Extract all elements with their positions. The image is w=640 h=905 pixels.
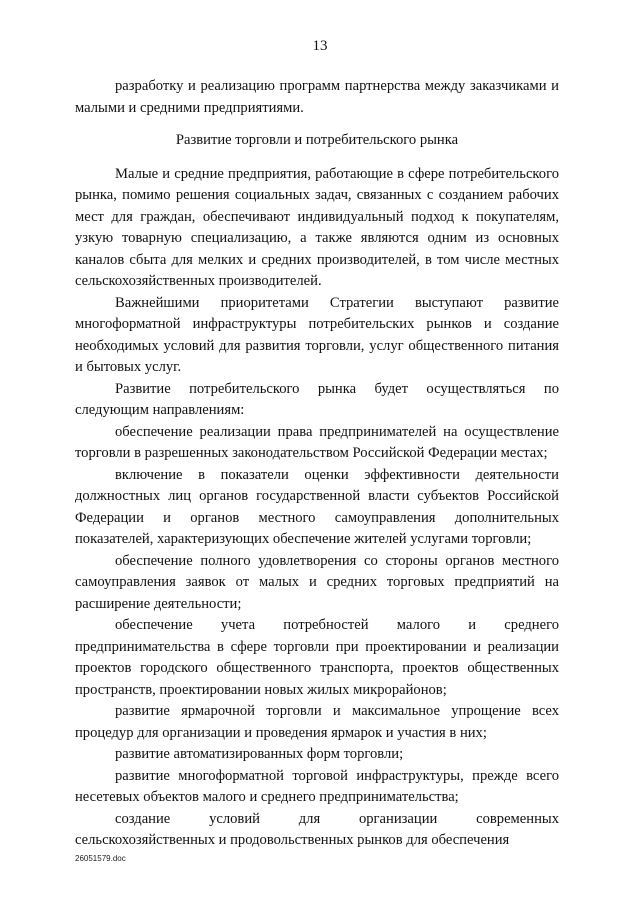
list-item-paragraph: развитие ярмарочной торговли и максимальное упрощение всех процедур для организации и проведения ярмарок и участия в них; (75, 703, 559, 741)
intro-paragraph: разработку и реализацию программ партнерства между заказчиками и малыми и средними предприятиями. (75, 78, 559, 116)
list-item-paragraph: развитие автоматизированных форм торговли; (115, 746, 404, 762)
list-item-paragraph: развитие многоформатной торговой инфраструктуры, прежде всего несетевых объектов малого и среднего предпринимательства; (75, 767, 559, 805)
footer-filename: 26051579.doc (75, 854, 126, 863)
list-item-paragraph: создание условий для организации современных сельскохозяйственных и продовольственных рынков для обеспечения (75, 810, 559, 848)
document-body (75, 76, 559, 852)
page-number: 13 (312, 38, 328, 54)
section-heading: Развитие торговли и потребительского рынка (175, 132, 459, 148)
paragraph: Важнейшими приоритетами Стратегии выступают развитие многоформатной инфраструктуры потребительских рынков и создание необходимых условий для развития торговли, услуг общественного питания и бытовых услуг. (75, 294, 559, 375)
list-item-paragraph: обеспечение учета потребностей малого и среднего предпринимательства в сфере торговли при проектировании и реализации проектов городского общественного транспорта, проектов общественных пространств, проектировании новых жилых микрорайонов; (75, 617, 559, 698)
list-item-paragraph: включение в показатели оценки эффективности деятельности должностных лиц органов государственной власти субъектов Российской Федерации и органов местного самоуправления дополнительных показателей, характеризующих обеспечение жителей услугами торговли; (75, 466, 559, 547)
paragraph: Малые и средние предприятия, работающие в сфере потребительского рынка, помимо решения социальных задач, связанных с созданием рабочих мест для граждан, обеспечивают индивидуальный подход к покупателям, узкую товарную специализацию, а также являются одним из основных каналов сбыта для мелких и средних производителей, в том числе местных сельскохозяйственных производителей. (75, 165, 559, 289)
list-item-paragraph: обеспечение реализации права предпринимателей на осуществление торговли в разрешенных законодательством Российской Федерации местах; (75, 423, 559, 461)
list-item-paragraph: обеспечение полного удовлетворения со стороны органов местного самоуправления заявок от малых и средних торговых предприятий на расширение деятельности; (75, 552, 559, 612)
paragraph: Развитие потребительского рынка будет осуществляться по следующим направлениям: (75, 380, 559, 418)
